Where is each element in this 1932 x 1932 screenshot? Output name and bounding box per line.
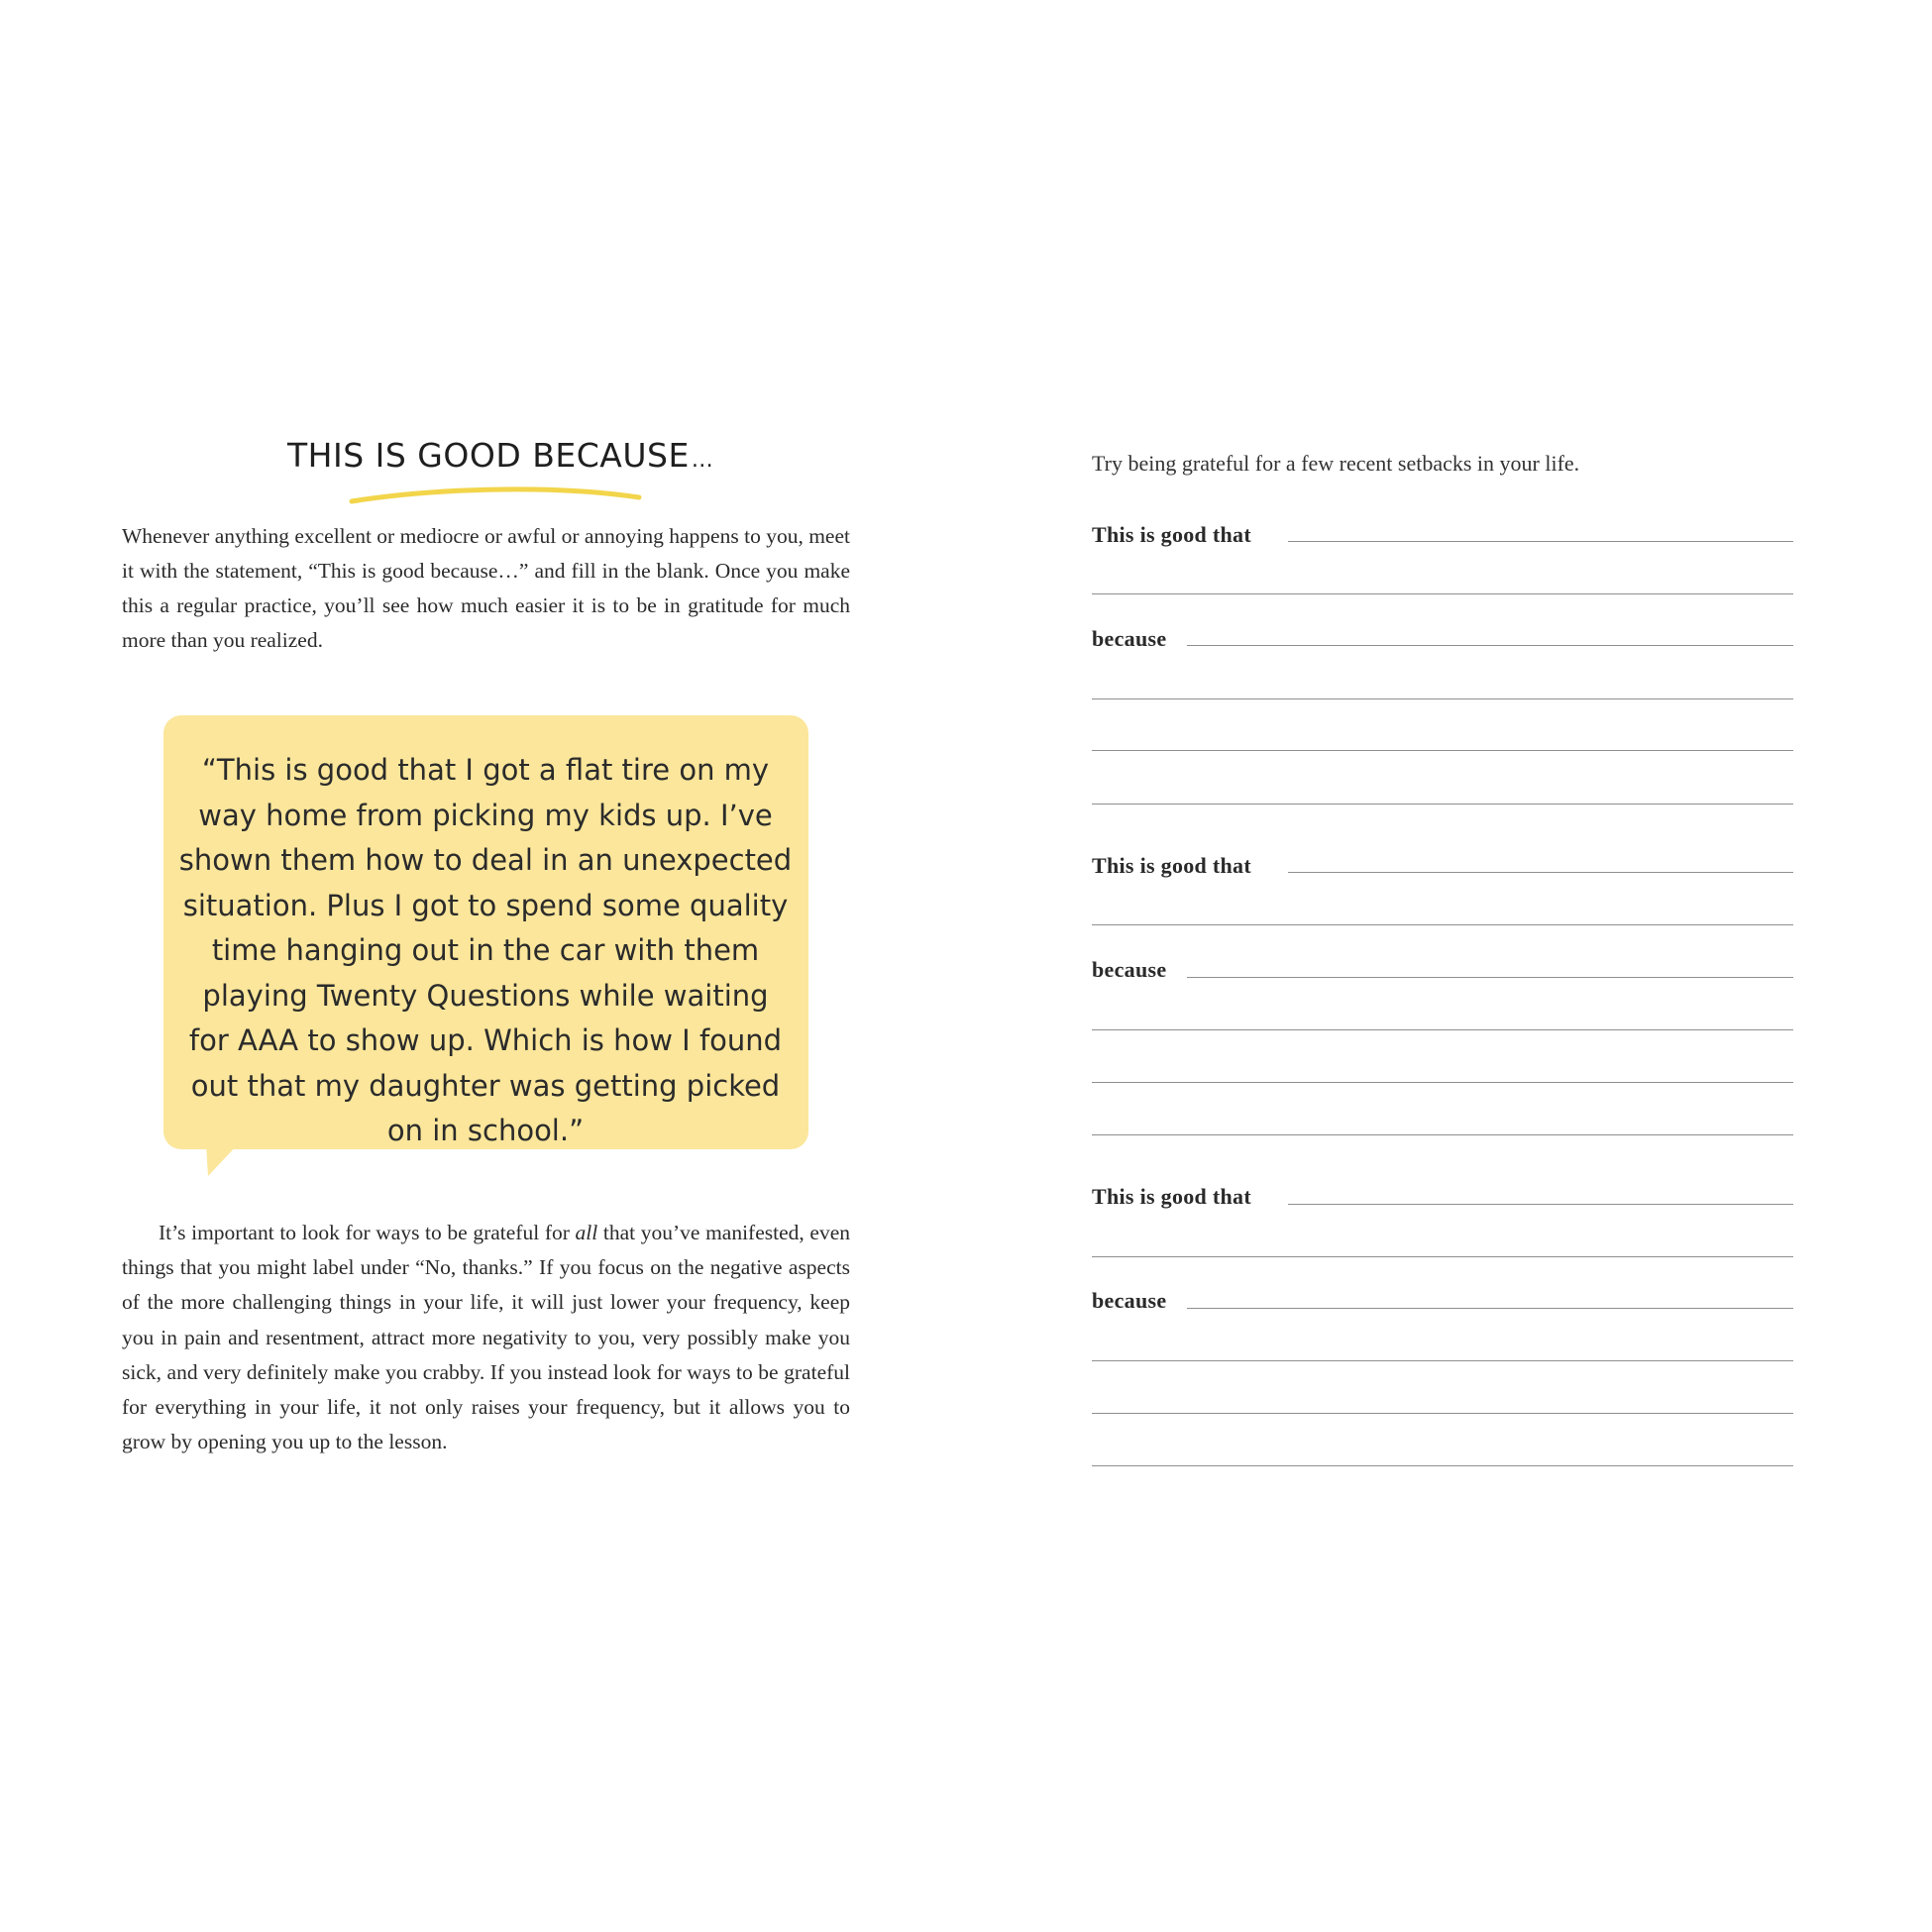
exercise-instruction: Try being grateful for a few recent setbacks in your life. [1092, 451, 1580, 476]
write-line[interactable] [1092, 698, 1793, 699]
body-paragraph [122, 1216, 850, 1459]
body-part2: that you’ve manifested, even things that you might label under “No, thanks.” If you focus on the negative aspects of the more challenging things in your life, it will just lower your frequency, keep you in pain and resentment, attract more negativity to you, very possibly make you sick, and very definitely make you crabby. If you instead look for ways to be grateful for everything in your life, it not only raises your frequency, but it allows you to grow by opening you up to the lesson. [122, 1221, 850, 1454]
prompt-label: This is good that [1092, 522, 1251, 547]
right-page [966, 0, 1932, 1932]
heading-main: THIS IS GOOD BECAUSE [287, 436, 690, 475]
heading-text [287, 436, 713, 475]
write-line[interactable] [1092, 1360, 1793, 1361]
write-line[interactable] [1092, 1134, 1793, 1135]
write-line[interactable] [1092, 1029, 1793, 1030]
write-line[interactable] [1092, 1256, 1793, 1257]
section-heading [287, 436, 714, 515]
write-line[interactable] [1092, 1413, 1793, 1414]
example-quote: “This is good that I got a flat tire on my way home from picking my kids up. I’ve shown them how to deal in an unexpected situation. Plus I got to spend some quality time hanging out in the car with them playing Twenty Questions while waiting for AAA to show up. Which is how I found out that my daughter was getting picked on in school.” [178, 753, 793, 1147]
write-line[interactable] [1092, 593, 1793, 594]
write-line[interactable] [1092, 1082, 1793, 1083]
write-line[interactable] [1288, 1204, 1793, 1205]
because-label: because [1092, 957, 1167, 982]
body-part1: It’s important to look for ways to be grateful for [159, 1221, 576, 1244]
write-line[interactable] [1092, 804, 1793, 805]
because-label: because [1092, 626, 1167, 651]
heading-ellipsis: … [691, 448, 714, 473]
prompt-label: This is good that [1092, 853, 1251, 878]
write-line[interactable] [1288, 872, 1793, 873]
write-line[interactable] [1092, 1465, 1793, 1466]
write-line[interactable] [1187, 977, 1793, 978]
because-label: because [1092, 1288, 1167, 1313]
write-line[interactable] [1288, 541, 1793, 542]
write-line[interactable] [1092, 924, 1793, 925]
body-emphasis: all [575, 1221, 598, 1244]
write-line[interactable] [1092, 750, 1793, 751]
write-line[interactable] [1187, 645, 1793, 646]
write-line[interactable] [1187, 1308, 1793, 1309]
intro-paragraph: Whenever anything excellent or mediocre or awful or annoying happens to you, meet it with the statement, “This is good because…” and fill in the blank. Once you make this a regular practice, you’ll see how much easier it is to be in gratitude for much more than you realized. [122, 524, 850, 652]
heading-underline-swoosh [347, 480, 644, 509]
prompt-label: This is good that [1092, 1184, 1251, 1209]
